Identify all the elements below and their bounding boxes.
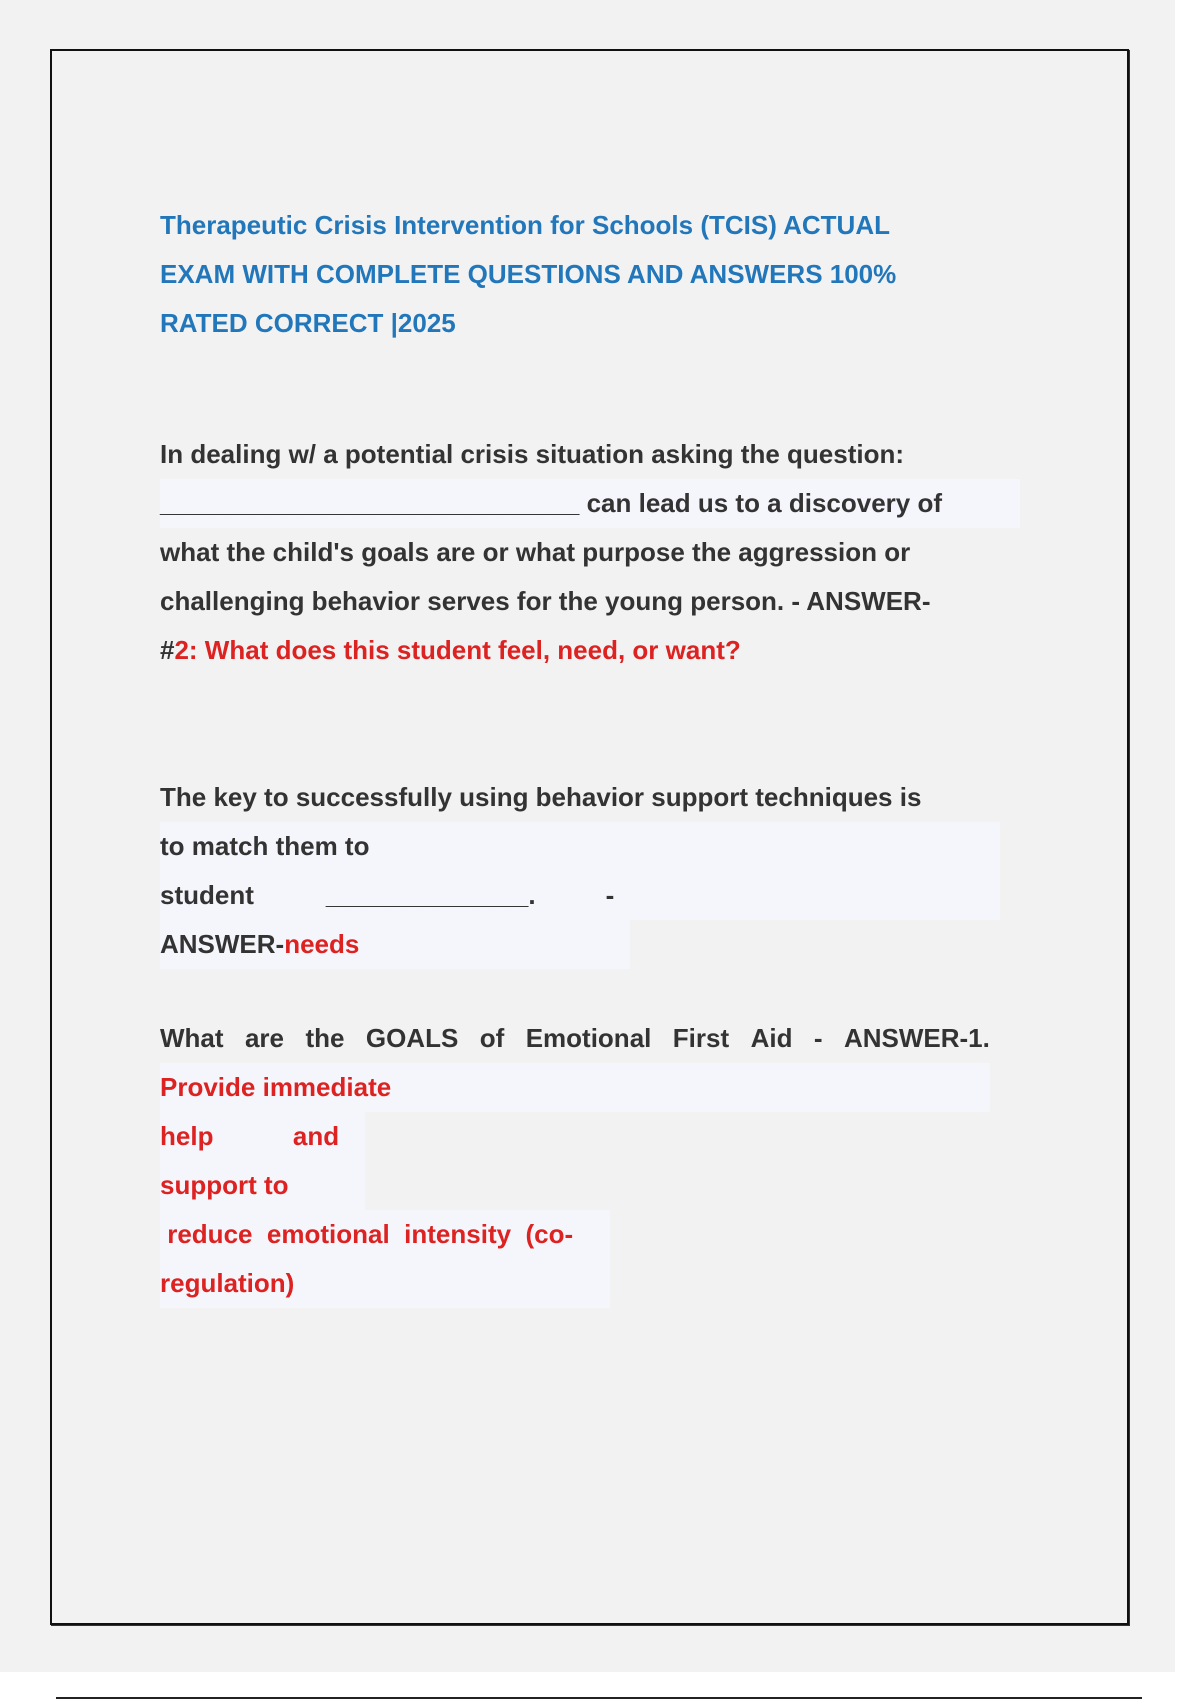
answer-blank: ______________. bbox=[325, 880, 536, 910]
answer-line: reduce emotional intensity (co- bbox=[160, 1210, 610, 1259]
question-word: of bbox=[479, 1023, 505, 1053]
document-page bbox=[50, 49, 1129, 1625]
answer-text: needs bbox=[284, 929, 360, 959]
answer-line: regulation) bbox=[160, 1259, 610, 1308]
answer-text bbox=[160, 1063, 1060, 1308]
answer-line bbox=[160, 626, 1060, 675]
question-text: challenging behavior serves for the young person. - ANSWER- bbox=[160, 586, 931, 616]
question-2 bbox=[160, 773, 1060, 969]
document-title bbox=[160, 201, 1060, 348]
question-1 bbox=[160, 430, 1060, 675]
dash: - bbox=[605, 880, 615, 910]
question-word: are bbox=[244, 1023, 285, 1053]
page-content bbox=[160, 201, 1060, 1308]
question-word: Emotional bbox=[525, 1023, 652, 1053]
bottom-divider bbox=[56, 1697, 1142, 1699]
title-line: Therapeutic Crisis Intervention for Schools (TCIS) ACTUAL bbox=[160, 210, 890, 240]
question-text: to match them to bbox=[160, 822, 1000, 871]
question-text bbox=[160, 1014, 990, 1063]
question-text bbox=[160, 871, 1000, 920]
title-line: RATED CORRECT |2025 bbox=[160, 308, 456, 338]
answer-line bbox=[160, 920, 630, 969]
question-word: GOALS bbox=[365, 1023, 459, 1053]
answer-text: 2: What does this student feel, need, or want? bbox=[174, 635, 741, 665]
question-word: Aid bbox=[750, 1023, 793, 1053]
question-text: In dealing w/ a potential crisis situation asking the question: bbox=[160, 439, 904, 469]
question-word: First bbox=[672, 1023, 730, 1053]
answer-line: support to bbox=[160, 1161, 365, 1210]
answer-line: help and bbox=[160, 1112, 365, 1161]
title-line: EXAM WITH COMPLETE QUESTIONS AND ANSWERS 100% bbox=[160, 259, 897, 289]
answer-label: ANSWER- bbox=[160, 929, 285, 959]
question-text: what the child's goals are or what purpose the aggression or bbox=[160, 537, 911, 567]
question-word: the bbox=[305, 1023, 345, 1053]
answer-prefix: # bbox=[160, 635, 175, 665]
question-word: ANSWER-1. bbox=[843, 1023, 990, 1053]
question-3 bbox=[160, 1014, 1060, 1308]
question-word: - bbox=[813, 1023, 823, 1053]
answer-blank: _____________________________ bbox=[160, 488, 580, 518]
answer-line: Provide immediate bbox=[160, 1063, 990, 1112]
question-text: The key to successfully using behavior support techniques is bbox=[160, 782, 922, 812]
question-text bbox=[160, 479, 1020, 528]
question-text: can lead us to a discovery of bbox=[579, 488, 943, 518]
question-word: What bbox=[160, 1023, 224, 1053]
question-word: student bbox=[160, 880, 254, 910]
